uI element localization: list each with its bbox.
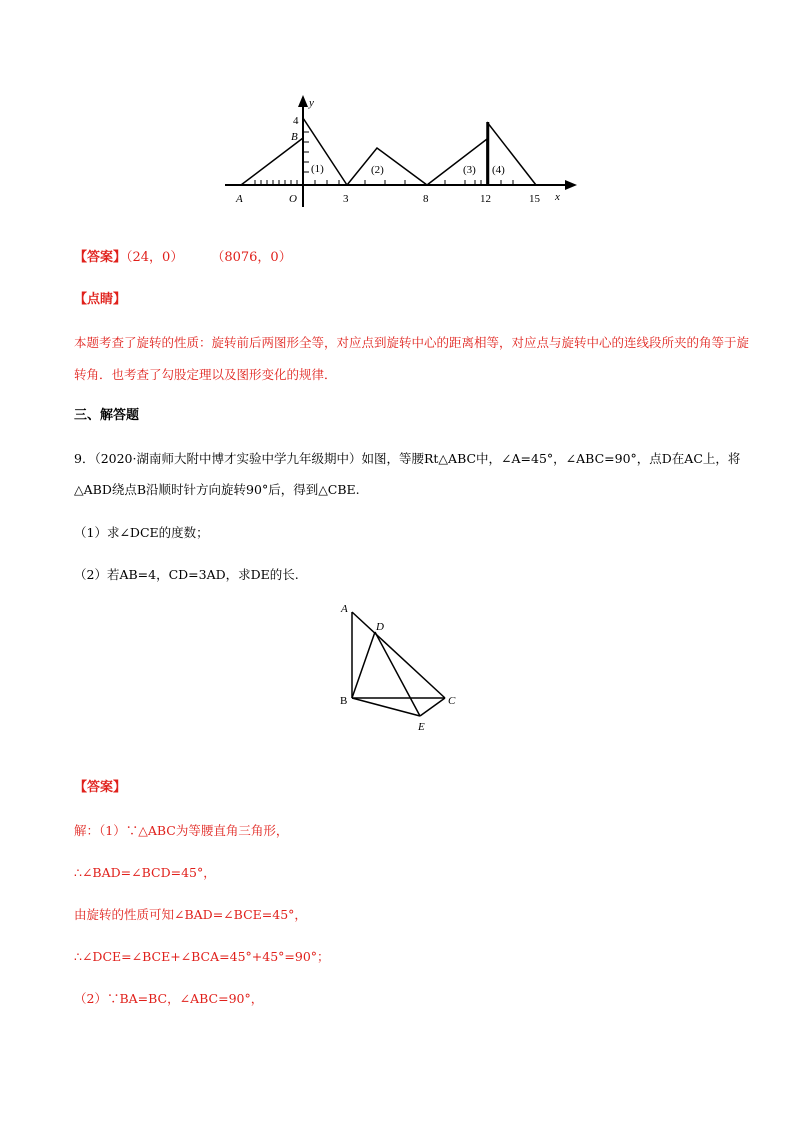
x-tick-12: 12 — [480, 193, 491, 205]
region-2-label: (2) — [371, 164, 384, 176]
origin-label: O — [289, 193, 297, 205]
coordinate-figure — [225, 92, 585, 217]
x-tick-8: 8 — [423, 193, 429, 205]
vertex-d-label: D — [376, 621, 384, 633]
region-4-label: (4) — [492, 164, 505, 176]
triangle-figure — [330, 598, 470, 738]
solution-line-2: ∴∠BAD=∠BCD=45°， — [74, 865, 216, 880]
x-axis-label: x — [555, 191, 560, 203]
vertex-e-label: E — [418, 721, 425, 733]
answer-value-1: （24，0） — [126, 250, 184, 265]
point-a-label: A — [236, 193, 243, 205]
y-tick-4: 4 — [293, 115, 299, 127]
solution-line-1: 解：（1）∵△ABC为等腰直角三角形， — [74, 823, 289, 838]
answer-tag-2: 【答案】 — [74, 780, 127, 795]
region-3-label: (3) — [463, 164, 476, 176]
vertex-c-label: C — [448, 695, 456, 707]
x-tick-3: 3 — [343, 193, 349, 205]
question-part-2: （2）若AB=4，CD=3AD，求DE的长. — [74, 567, 299, 582]
comment-tag: 【点睛】 — [74, 292, 127, 307]
solution-line-4: ∴∠DCE=∠BCE+∠BCA=45°+45°=90°； — [74, 949, 330, 964]
point-b-label: B — [291, 131, 298, 143]
solution-line-3: 由旋转的性质可知∠BAD=∠BCE=45°， — [74, 907, 307, 922]
x-tick-15: 15 — [529, 193, 540, 205]
region-1-label: (1) — [311, 163, 324, 175]
comment-line-2: 转角．也考查了勾股定理以及图形变化的规律． — [74, 367, 337, 382]
section-title: 三、解答题 — [74, 408, 140, 423]
solution-line-5: （2）∵BA=BC，∠ABC=90°， — [74, 991, 264, 1006]
y-axis-label: y — [309, 97, 314, 109]
vertex-b-label: B — [340, 695, 348, 707]
previous-answer — [74, 249, 292, 267]
answer-tag: 【答案】 — [74, 250, 127, 265]
question-part-1: （1）求∠DCE的度数； — [74, 525, 209, 540]
question-line-1: 9．（2020·湖南师大附中博才实验中学九年级期中）如图，等腰Rt△ABC中，∠A=45°，∠ABC=90°，点D在AC上，将 — [74, 451, 741, 466]
answer-value-2: （8076，0） — [211, 250, 292, 265]
question-line-2: △ABD绕点B沿顺时针方向旋转90°后，得到△CBE. — [74, 482, 360, 497]
vertex-a-label: A — [341, 603, 348, 615]
comment-line-1: 本题考查了旋转的性质：旋转前后两图形全等，对应点到旋转中心的距离相等，对应点与旋转中心的连线段所夹的角等于旋 — [74, 335, 750, 350]
